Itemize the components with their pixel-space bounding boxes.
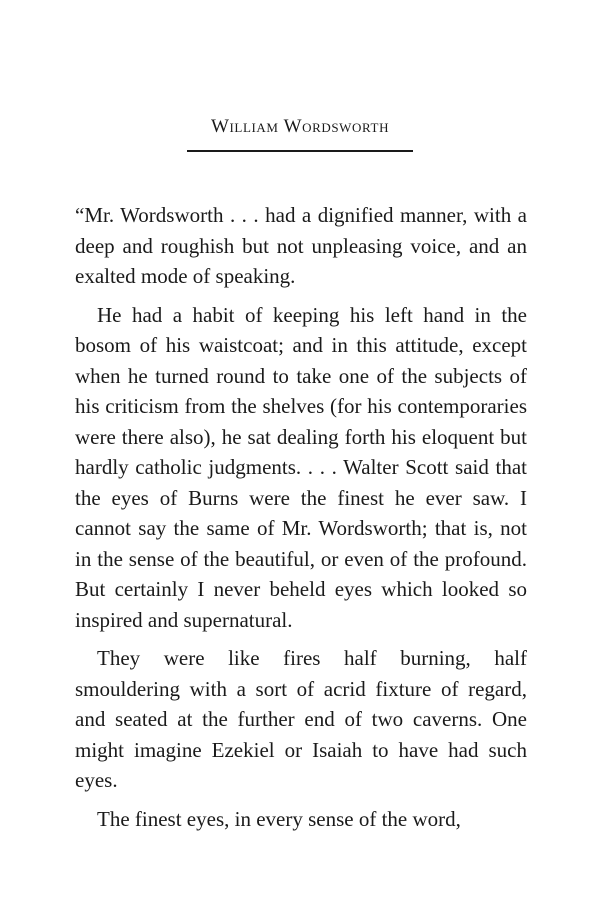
header-rule [187,150,413,152]
running-header-title: William Wordsworth [210,116,390,137]
running-header [0,116,600,138]
paragraph-2: He had a habit of keeping his left hand in the bosom of his waistcoat; and in this attitude, except when he turned round to take one of the subjects of his criticism from the shelves (for his contemporaries were there also), he sat dealing forth his eloquent but hardly catholic judgments. . . . Walter Scott said that the eyes of Burns were the finest he ever saw. I cannot say the same of Mr. Wordsworth; that is, not in the sense of the beautiful, or even of the profound. But certainly I never beheld eyes which looked so inspired and supernatural. [75,302,527,632]
paragraph-3: They were like fires half burning, half smouldering with a sort of acrid fixture of regard, and seated at the further end of two caverns. One might imagine Ezekiel or Isaiah to have had such eyes. [75,646,527,792]
paragraph-4: The finest eyes, in every sense of the word, [97,806,461,831]
paragraph-1: “Mr. Wordsworth . . . had a dignified manner, with a deep and roughish but not unpleasing voice, and an exalted mode of speaking. [75,203,527,288]
body-text [75,200,527,842]
